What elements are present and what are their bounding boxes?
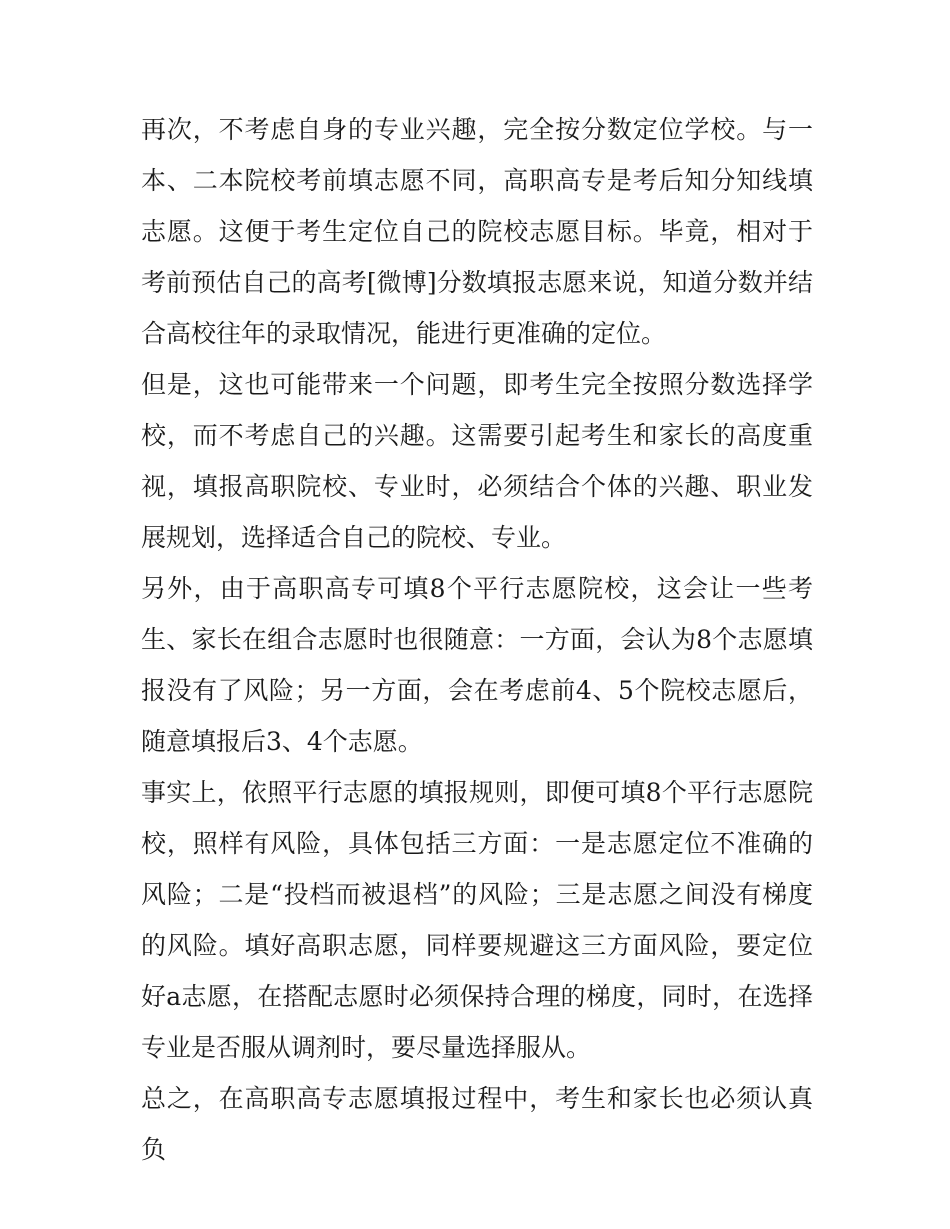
document-body [141,104,813,1175]
paragraph-3: 另外，由于高职高专可填8个平行志愿院校，这会让一些考生、家长在组合志愿时也很随意：一方面，会认为8个志愿填报没有了风险；另一方面，会在考虑前4、5个院校志愿后，随意填报后3、4个志愿。 [141,574,813,756]
paragraph-1: 再次，不考虑自身的专业兴趣，完全按分数定位学校。与一本、二本院校考前填志愿不同，高职高专是考后知分知线填志愿。这便于考生定位自己的院校志愿目标。毕竟，相对于考前预估自己的高考[微博]分数填报志愿来说，知道分数并结合高校往年的录取情况，能进行更准确的定位。 [141,115,813,348]
paragraph-5: 总之，在高职高专志愿填报过程中，考生和家长也必须认真负 [141,1084,813,1164]
paragraph-4: 事实上，依照平行志愿的填报规则，即便可填8个平行志愿院校，照样有风险，具体包括三方面：一是志愿定位不准确的风险；二是“投档而被退档”的风险；三是志愿之间没有梯度的风险。填好高职志愿，同样要规避这三方面风险，要定位好a志愿，在搭配志愿时必须保持合理的梯度，同时，在选择专业是否服从调剂时，要尽量选择服从。 [141,778,813,1062]
paragraph-2: 但是，这也可能带来一个问题，即考生完全按照分数选择学校，而不考虑自己的兴趣。这需要引起考生和家长的高度重视，填报高职院校、专业时，必须结合个体的兴趣、职业发展规划，选择适合自己的院校、专业。 [141,370,813,552]
